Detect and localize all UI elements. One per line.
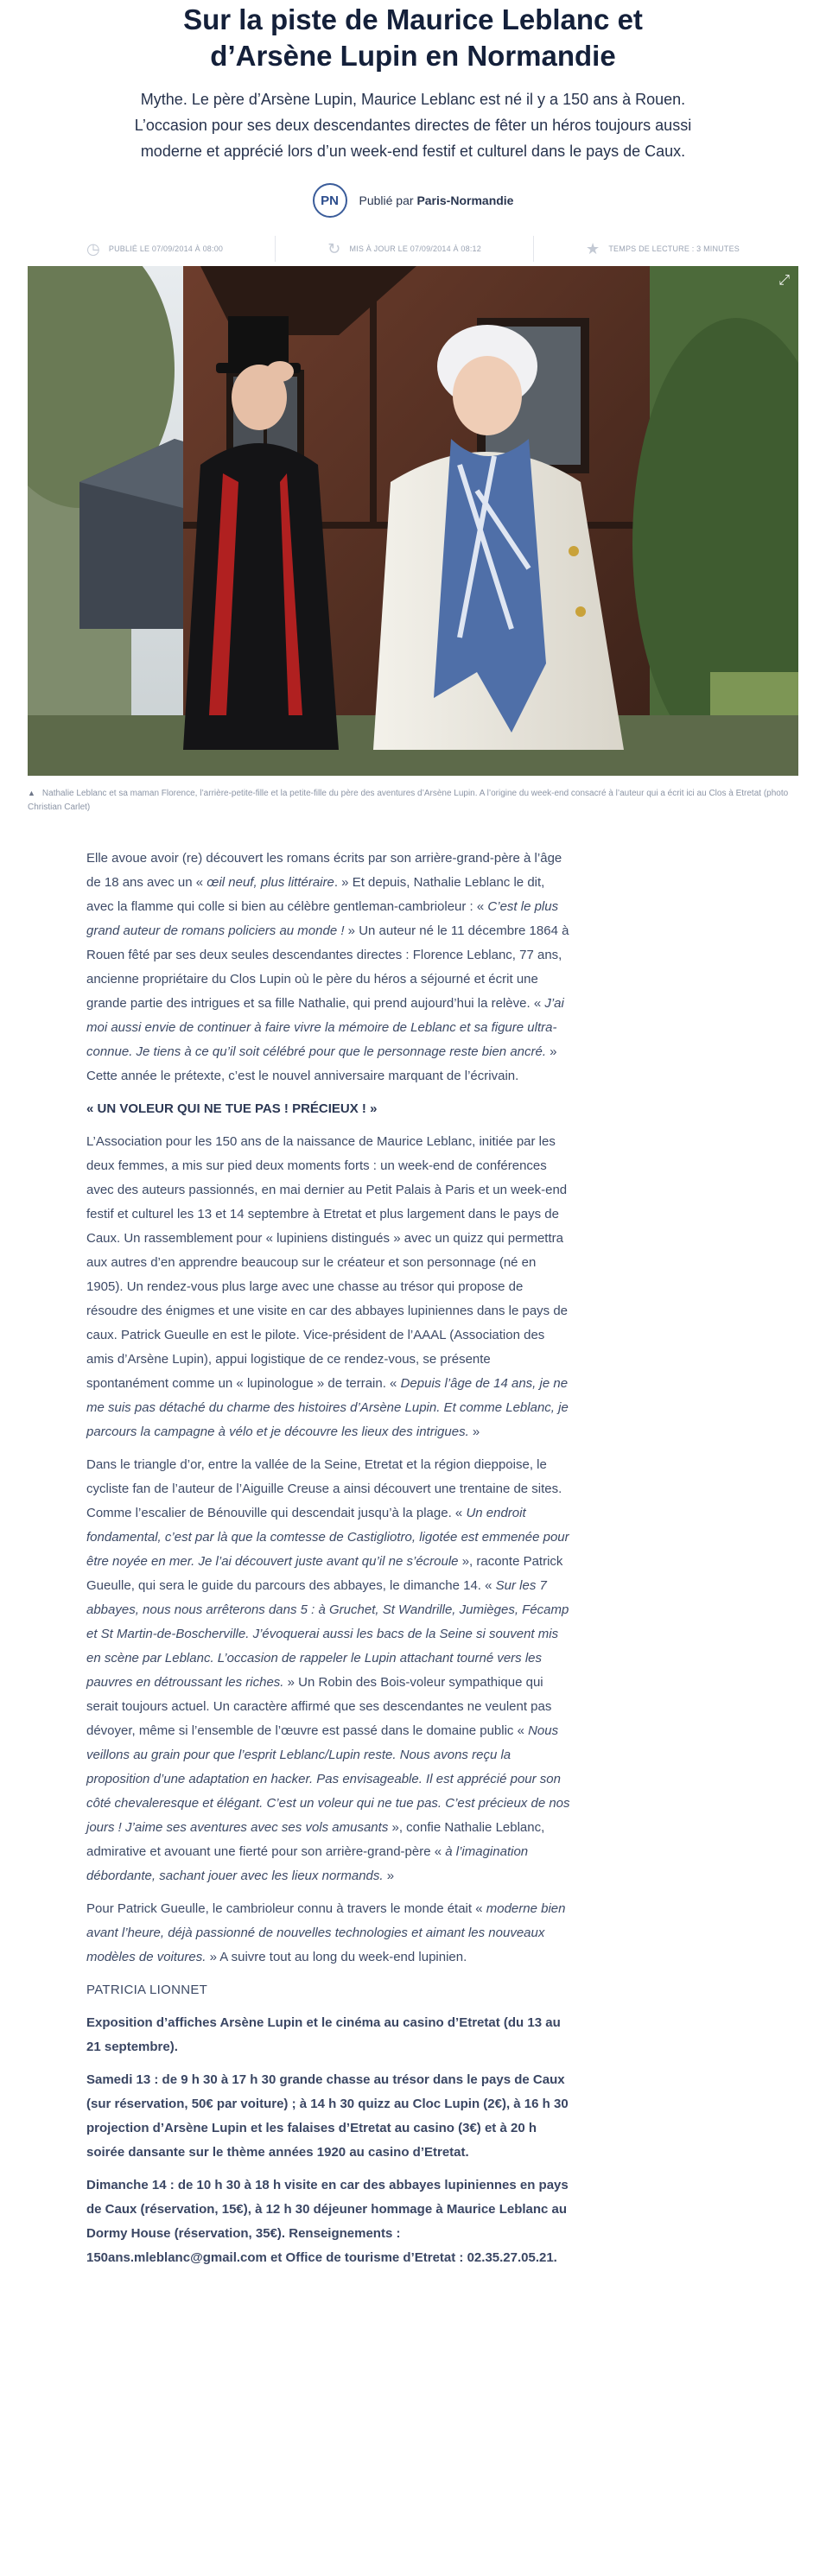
paragraph (86, 847, 570, 1088)
info-sunday: Dimanche 14 : de 10 h 30 à 18 h visite en car des abbayes lupiniennes en pays de Caux (réservation, 15€), à 12 h 30 déjeuner hommage à Maurice Leblanc au Dormy House (réservation, 35€). Renseignements : 150ans.mleblanc@gmail.com et Office de tourisme d’Etretat : 02.35.27.05.21. (86, 2178, 569, 2265)
article-title-line2: d’Arsène Lupin en Normandie (210, 40, 616, 72)
info-exhibition: Exposition d’affiches Arsène Lupin et le cinéma au casino d’Etretat (du 13 au 21 septembre). (86, 2015, 561, 2054)
info-saturday: Samedi 13 : de 9 h 30 à 17 h 30 grande chasse au trésor dans le pays de Caux (sur réservation, 50€ par voiture) ; à 14 h 30 quizz au Cloc Lupin (2€), à 16 h 30 projection d’Arsène Lupin et les falaises d’Etretat au casino (3€) et à 20 h soirée dansante sur le thème années 1920 au casino d’Etretat. (86, 2072, 569, 2160)
quote: Nous veillons au grain pour que l’esprit Leblanc/Lupin reste. Nous avons reçu la proposition d’une adaptation en hacker. Pas envisageable. Il est apprécié pour son côté chevaleresque et élégant. C’est un voleur qui ne tue pas. C’est précieux de nos jours ! J’aime ses aventures avec ses vols amusants (86, 1723, 570, 1835)
quote: œil neuf, plus littéraire (206, 875, 334, 890)
text-run: » Un auteur né le 11 décembre 1864 à Rouen fêté par ses deux seules descendantes directes : Florence Leblanc, 77 ans, ancienne propriétaire du Clos Lupin où le père du héros a séjourné et écrit une grande partie des intrigues et sa fille Nathalie, qui prend aujourd’hui la relève. « (86, 923, 569, 1011)
quote: C’est le plus grand auteur de romans policiers au monde ! (86, 899, 559, 938)
published-date (86, 240, 223, 258)
published-date-text: PUBLIÉ LE 07/09/2014 À 08:00 (108, 244, 224, 253)
publisher-prefix: Publié par (359, 194, 417, 207)
refresh-icon: ↻ (327, 239, 341, 257)
article-body (86, 847, 570, 2279)
reading-time (586, 240, 740, 258)
article-title-line1: Sur la piste de Maurice Leblanc et (183, 3, 643, 35)
article-title (0, 0, 826, 74)
star-icon: ★ (586, 239, 600, 257)
photo-illustration (28, 266, 798, 776)
text-run: . » Et depuis, Nathalie Leblanc le dit, avec la flamme qui colle si bien au célèbre gentleman-cambrioleur : « (86, 875, 545, 914)
quote: à l’imagination débordante, sachant jouer avec les lieux normands. (86, 1844, 529, 1883)
text-run: L’Association pour les 150 ans de la naissance de Maurice Leblanc, initiée par les deux femmes, a mis sur pied deux moments forts : un week-end de conférences avec des auteurs passionnés, en mai dernier au Petit Palais à Paris et un week-end festif et culturel les 13 et 14 septembre à Etretat et plus largement dans le pays de Caux. Un rassemblement pour « lupiniens distingués » avec un quizz qui permettra aux autres d’en apprendre beaucoup sur le créateur et son personnage (né en 1905). Un rendez-vous plus large avec une chasse au trésor qui propose de résoudre des énigmes et une visite en car des abbayes lupiniennes dans le pays de caux. Patrick Gueulle en est le pilote. Vice-président de l’AAAL (Association des amis d’Arsène Lupin), appui logistique de ce rendez-vous, se présente spontanément comme un « lupinologue » de terrain. « (86, 1134, 569, 1391)
quote: Depuis l’âge de 14 ans, je ne me suis pas détaché du charme des histoires d’Arsène Lupin. Et comme Leblanc, je parcours la campagne à vélo et je découvre les lieux des intrigues. (86, 1376, 569, 1439)
text-run: », raconte Patrick Gueulle, qui sera le guide du parcours des abbayes, le dimanche 14. « (86, 1554, 563, 1593)
quote: Un endroit fondamental, c’est par là que la comtesse de Castigliotro, ligotée est emmenée pour être noyée en mer. Je l’ai découvert juste avant qu’il ne s’écroule (86, 1506, 569, 1569)
text-run: » Un Robin des Bois-voleur sympathique qui serait toujours actuel. Un caractère affirmé que ses descendantes ne veulent pas dévoyer, même si l’ensemble de l’œuvre est passé dans le domaine public « (86, 1675, 552, 1738)
caption-arrow-icon: ▲ (28, 789, 35, 797)
paragraph (86, 1453, 570, 1888)
text-run: » (468, 1424, 480, 1439)
publisher-block (0, 183, 826, 218)
text-run: » A suivre tout au long du week-end lupinien. (206, 1950, 467, 1964)
text-run: Pour Patrick Gueulle, le cambrioleur connu à travers le monde était « (86, 1901, 486, 1916)
quote: moderne bien avant l’heure, déjà passionné de nouvelles technologies et aimant les nouveaux modèles de voitures. (86, 1901, 566, 1964)
text-run: » (383, 1869, 395, 1883)
reading-time-text: TEMPS DE LECTURE : 3 MINUTES (608, 244, 740, 253)
text-run: » Cette année le prétexte, c’est le nouvel anniversaire marquant de l’écrivain. (86, 1044, 557, 1083)
text-run: Dans le triangle d’or, entre la vallée de la Seine, Etretat et la région dieppoise, le cycliste fan de l’auteur de l’Aiguille Creuse a ainsi découvert une trentaine de sites. Comme l’escalier de Bénouville qui descendait jusqu’à la plage. « (86, 1457, 562, 1520)
paragraph (86, 1897, 570, 1970)
photo-caption (28, 786, 798, 815)
updated-date-text: MIS À JOUR LE 07/09/2014 À 08:12 (349, 244, 481, 253)
meta-divider (275, 236, 276, 262)
text-run: », confie Nathalie Leblanc, admirative et avouant une fierté pour son arrière-grand-père « (86, 1820, 545, 1859)
section-subhead: « UN VOLEUR QUI NE TUE PAS ! PRÉCIEUX ! » (86, 1101, 378, 1116)
author-signature: PATRICIA LIONNET (86, 1983, 208, 1997)
meta-divider (533, 236, 534, 262)
updated-date (327, 240, 481, 258)
photo-caption-text: Nathalie Leblanc et sa maman Florence, l’arrière-petite-fille et la petite-fille du père des aventures d’Arsène Lupin. A l’origine du week-end consacré à l’auteur qui a écrit ici au Clos à Etretat (photo Christian Carlet) (28, 789, 789, 812)
publisher-logo-text: PN (321, 193, 339, 208)
quote: J’ai moi aussi envie de continuer à faire vivre la mémoire de Leblanc et sa figure ultra-connue. Je tiens à ce qu’il soit célébré pour que le personnage reste bien ancré. (86, 996, 564, 1059)
publisher-logo[interactable] (313, 183, 347, 218)
expand-icon[interactable]: ⤢ (778, 273, 790, 288)
article-chapo: Mythe. Le père d’Arsène Lupin, Maurice Leblanc est né il y a 150 ans à Rouen. L’occasion pour ses deux descendantes directes de fêter un héros toujours aussi moderne et apprécié lors d’un week-end festif et culturel dans le pays de Caux. (134, 91, 692, 160)
publisher-label (359, 194, 514, 207)
text-run: Elle avoue avoir (re) découvert les romans écrits par son arrière-grand-père à l’âge de 18 ans avec un « (86, 851, 562, 890)
article-meta-row (86, 235, 740, 263)
publisher-name[interactable]: Paris-Normandie (416, 194, 514, 207)
paragraph (86, 1130, 570, 1444)
clock-icon: ◷ (86, 239, 100, 257)
article-photo[interactable] (28, 266, 798, 776)
quote: Sur les 7 abbayes, nous nous arrêterons dans 5 : à Gruchet, St Wandrille, Jumièges, Fécamp et St Martin-de-Boscherville. J’évoquerai aussi les bacs de la Seine si souvent mis en scène par Leblanc. L’occasion de rappeler le Lupin attachant tourné vers les pauvres en détroussant les riches. (86, 1578, 569, 1690)
